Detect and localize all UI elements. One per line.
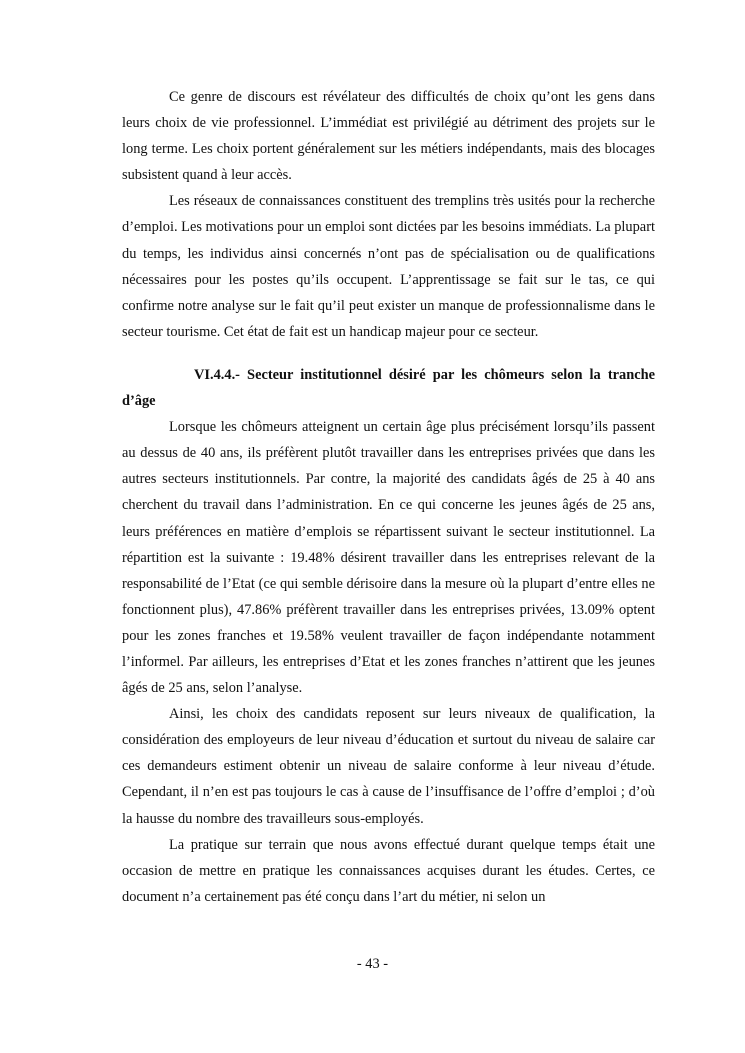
paragraph-networks: Les réseaux de connaissances constituent des tremplins très usités pour la recherche d’emploi. Les motivations pour un emploi sont dictées par les besoins immédiats. La plupart du temps, les individus ainsi concernés n’ont pas de spécialisation ou de qualifications nécessaires pour les postes qu’ils occupent. L’apprentissage se fait sur le tas, ce qui confirme notre analyse sur le fait qu’il peut exister un manque de professionnalisme dans le secteur tourisme. Cet état de fait est un handicap majeur pour ce secteur. (122, 193, 655, 340)
document-page (122, 84, 655, 910)
page-number: - 43 - (356, 956, 389, 972)
paragraph-discourse: Ce genre de discours est révélateur des difficultés de choix qu’ont les gens dans leurs choix de vie professionnel. L’immédiat est privilégié au détriment des projets sur le long terme. Les choix portent généralement sur les métiers indépendants, mais des blocages subsistent quand à leur accès. (122, 89, 655, 184)
paragraph-age-preferences: Lorsque les chômeurs atteignent un certain âge plus précisément lorsqu’ils passent au dessus de 40 ans, ils préfèrent plutôt travailler dans les entreprises privées que dans les autres secteurs institutionnels. Par contre, la majorité des candidats âgés de 25 à 40 ans cherchent du travail dans l’administration. En ce qui concerne les jeunes âgés de 25 ans, leurs préférences en matière d’emplois se répartissent suivant le secteur institutionnel. La répartition est la suivante : 19.48% désirent travailler dans les entreprises relevant de la responsabilité de l’Etat (ce qui semble dérisoire dans la mesure où la plupart d’entre elles ne fonctionnent plus), 47.86% préfèrent travailler dans les entreprises privées, 13.09% optent pour les zones franches et 19.58% veulent travailler de façon indépendante notamment l’informel. Par ailleurs, les entreprises d’Etat et les zones franches n’attirent que les jeunes âgés de 25 ans, selon l’analyse. (122, 419, 655, 697)
section-heading: VI.4.4.- Secteur institutionnel désiré par les chômeurs selon la tranche d’âge (122, 366, 655, 410)
paragraph-qualification-choices: Ainsi, les choix des candidats reposent sur leurs niveaux de qualification, la considération des employeurs de leur niveau d’éducation et surtout du niveau de salaire car ces demandeurs estiment obtenir un niveau de salaire conforme à leur niveau d’étude. Cependant, il n’en est pas toujours le cas à cause de l’insuffisance de l’offre d’emploi ; d’où la hausse du nombre des travailleurs sous-employés. (122, 706, 655, 827)
paragraph-field-practice: La pratique sur terrain que nous avons effectué durant quelque temps était une occasion de mettre en pratique les connaissances acquises durant les études. Certes, ce document n’a certainement pas été conçu dans l’art du métier, ni selon un (122, 836, 655, 905)
